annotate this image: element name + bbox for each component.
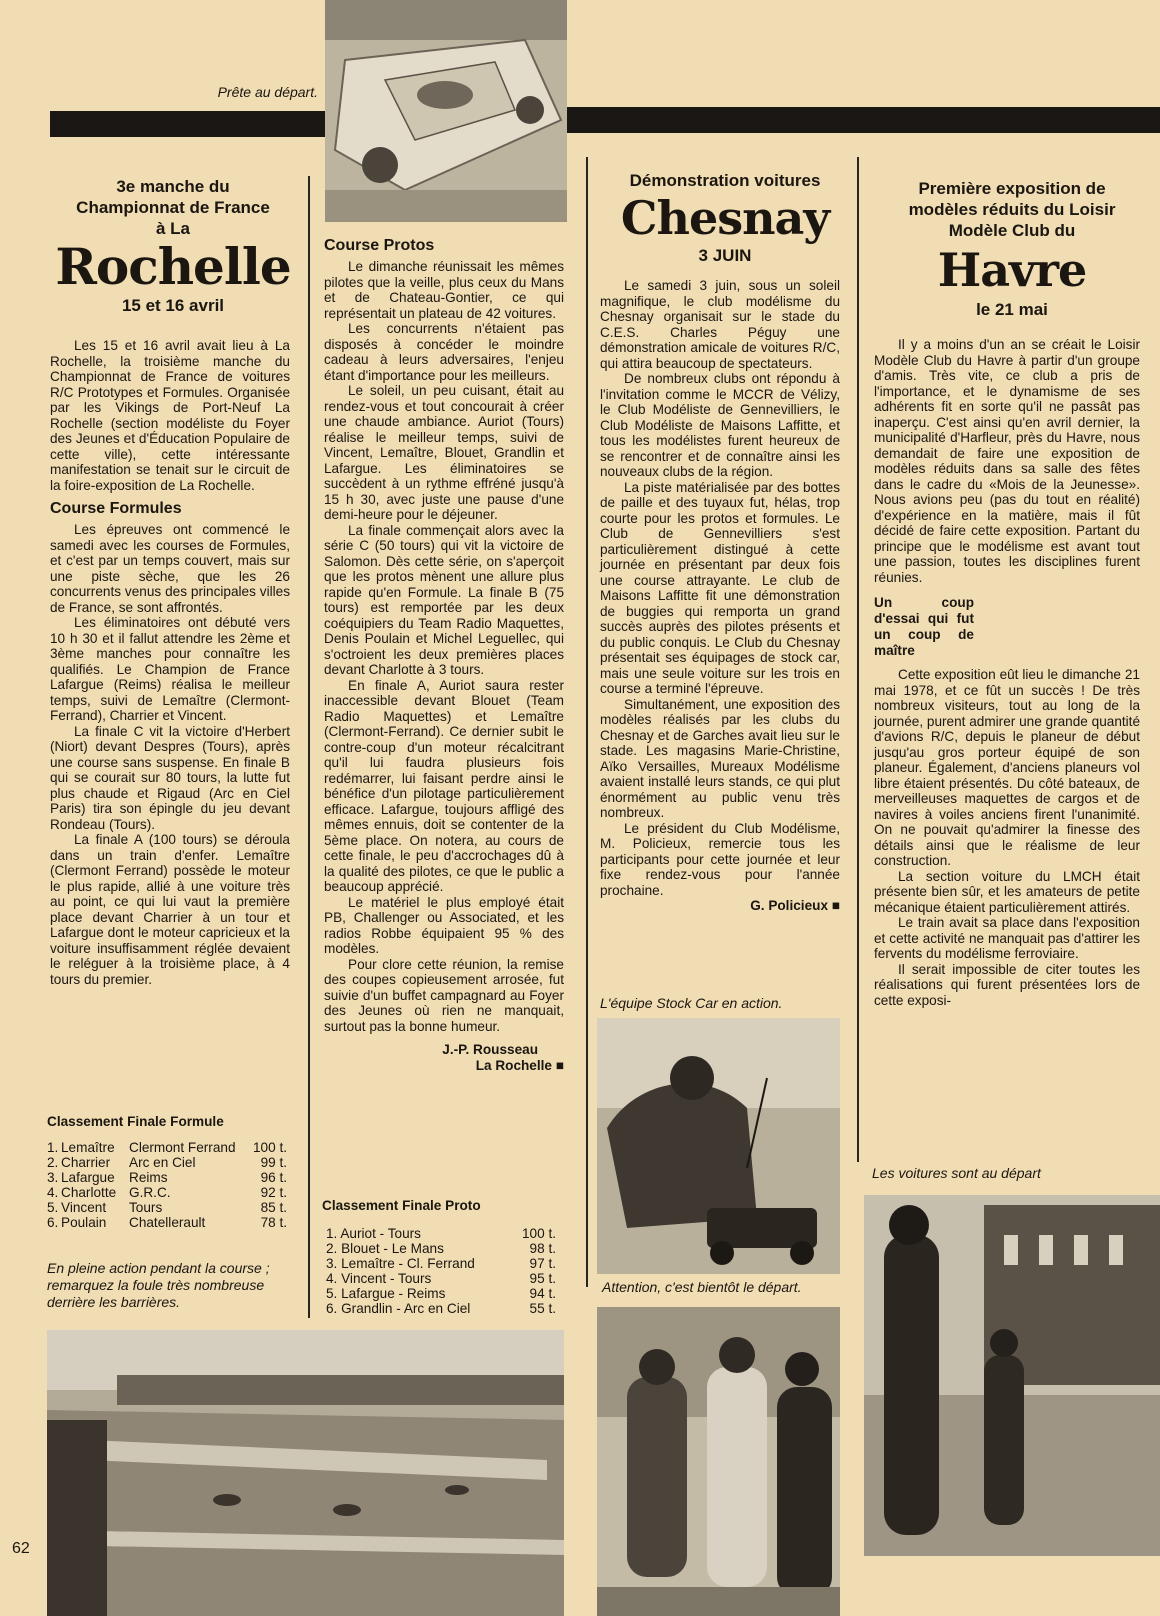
chesnay-paragraph: La piste matérialisée par des bottes de paille et des tuyaux fut, hélas, trop courte pour les protos et formules. Le Club de Gennevilliers s'est particulièrement distingué à cette journée en présentant par deux fois une course attrayante. Le club de Maisons Laffitte fit une démonstration de buggies qui remporta un grand succès auprès des pilotes présents et du public conquis. Le Club du Chesnay présentait ses équipages de stock car, mais une seule voiture sur les trois en course a terminé l'épreuve.: [600, 479, 840, 696]
top-photo-caption: Prête au départ.: [217, 84, 318, 100]
protos-subtitle: Course Protos: [324, 237, 435, 254]
chesnay-paragraph: De nombreux clubs ont répondu à l'invitation comme le MCCR de Vélizy, le Club Modéliste de Gennevilliers, le Club Modéliste de Maisons Laffitte, et tous les modélistes furent heureux de se rencontrer et de connaître ainsi les nouveaux clubs de la région.: [600, 371, 840, 479]
table-row: 1. Auriot - Tours 100 t.: [326, 1226, 556, 1241]
column-rule: [586, 157, 588, 1287]
havre-subheading: Un coup d'essai qui fut un coup de maître: [874, 595, 974, 658]
formules-paragraph: Les éliminatoires ont débuté vers 10 h 30 et il fallut attendre les 2ème et 3ème manches pour connaître les qualifiés. Le Champion de France Lafargue (Reims) réalisa le meilleur temps, suivi de Lemaître (Clermont-Ferrand), Charrier et Vincent.: [50, 615, 290, 723]
header-bar-left: [50, 111, 325, 137]
formule-table: [47, 1140, 287, 1230]
protos-paragraph: Le matériel le plus employé était PB, Challenger ou Associated, et les radios Robbe équipaient 95 % des modèles.: [324, 894, 564, 956]
protos-paragraph: Les concurrents n'étaient pas disposés à concéder le moindre cadeau à leurs adversaires, l'enjeu étant d'importance pour les meilleurs.: [324, 321, 564, 383]
havre-paragraph: Il serait impossible de citer toutes les réalisations qui furent présentées lors de cette exposi-: [874, 961, 1140, 1008]
protos-paragraph: Le dimanche réunissait les mêmes pilotes que la veille, plus ceux du Mans et de Chateau-Gontier, ce qui représentait un plateau de 42 voitures.: [324, 259, 564, 321]
protos-paragraph: Le soleil, un peu cuisant, était au rendez-vous et tout concourait à créer une chaude ambiance. Auriot (Tours) réalise le meilleur temps, suivi de Vincent, Lemaître, Blouet, Grandlin et Lafargue. Les éliminatoires se succèdent à un rythme effréné jusqu'à 15 h 30, avec juste une pause d'une demi-heure pour le déjeuner.: [324, 383, 564, 522]
table-row: 4. Charlotte G.R.C. 92 t.: [47, 1185, 288, 1200]
proto-table: [326, 1226, 556, 1316]
chesnay-paragraph: Simultanément, une exposition des modèles réalisés par les clubs du Chesnay et de Garches avait lieu sur le stade. Les magasins Marie-Christine, Aïko Versailles, Mureaux Modélisme avaient installé leurs stands, ce qui plut énormément au public venu très nombreux.: [600, 696, 840, 820]
havre-photo-caption: Les voitures sont au départ: [872, 1165, 1041, 1181]
track-photo: [47, 1330, 564, 1616]
formule-results: [47, 1114, 297, 1230]
havre-date: le 21 mai: [976, 300, 1048, 319]
table-row: 5. Lafargue - Reims 94 t.: [326, 1286, 556, 1301]
formules-paragraph: La finale C vit la victoire d'Herbert (Niort) devant Despres (Tours), après une course sans suspense. En finale B qui se courait sur 80 tours, la lutte fut plus chaude et Rigaud (Arc en Ciel Paris) tira son épingle du jeu devant Rondeau (Tours).: [50, 723, 290, 832]
chesnay-date: 3 JUIN: [698, 246, 752, 265]
protos-paragraph: La finale commençait alors avec la série C (50 tours) qui vit la victoire de Salomon. Dès cette série, on s'aperçoit que les protos mènent une allure plus rapide qu'en Formule. La finale B (75 tours) est remportée par les deux coéquipiers du Team Radio Maquettes, Denis Poulain et Michel Leguellec, qui s'octroient les deux premières places devant Charlotte à 3 tours.: [324, 522, 564, 677]
havre-body: [874, 337, 1140, 1008]
start-photo: [597, 1307, 840, 1616]
chesnay-paragraph: Le samedi 3 juin, sous un soleil magnifique, le club modélisme du Chesnay organisait sur le stade du C.E.S. Charles Péguy une démonstration amicale de voitures R/C, qui attira beaucoup de spectateurs.: [600, 278, 840, 371]
stock-car-photo-caption: L'équipe Stock Car en action.: [600, 995, 783, 1011]
header-bar-right: [567, 107, 1160, 133]
column-rule: [857, 157, 859, 1162]
chesnay-heading: Démonstration voitures: [629, 171, 821, 190]
table-row: 6. Grandlin - Arc en Ciel 55 t.: [326, 1301, 556, 1316]
havre-paragraph: La section voiture du LMCH était présente bien sûr, et les amateurs de petite mécanique étaient particulièrement attirés.: [874, 868, 1140, 915]
formules-subtitle: Course Formules: [50, 500, 182, 517]
end-mark: ■: [555, 1058, 564, 1073]
havre-title: Havre: [937, 243, 1087, 297]
table-row: 2. Blouet - Le Mans 98 t.: [326, 1241, 556, 1256]
rochelle-date: 15 et 16 avril: [121, 296, 225, 315]
rochelle-column-1: [50, 338, 290, 987]
chesnay-body: [600, 278, 840, 914]
formule-table-title: Classement Finale Formule: [47, 1114, 224, 1129]
chesnay-signature: G. Policieux ■: [750, 898, 840, 913]
rochelle-signature-name: J.-P. Rousseau: [442, 1042, 538, 1057]
proto-results: [322, 1198, 562, 1316]
formules-paragraph: La finale A (100 tours) se déroula dans un train d'enfer. Lemaître (Clermont Ferrand) possède le moteur le plus rapide, allié à une voiture très au point, ce qui lui vaut la première place devant Charrier à un tour et Lafargue dont le moteur capricieux et la voiture insuffisamment réglée devaient le reléguer à la troisième place, à 4 tours du premier.: [50, 832, 290, 987]
rochelle-header: [52, 176, 294, 317]
havre-intro: Il y a moins d'un an se créait le Loisir Modèle Club du Havre à partir d'un groupe d'amis. Très vite, ce club a pris de l'importance, et le dynamisme de ses adhérents fit en sorte qu'il ne passât pas inaperçu. C'est ainsi qu'en avril dernier, la municipalité d'Harfleur, près du Havre, nous demandait de faire une exposition de modèles réduits dans sa salle des fêtes dans le cadre du «Mois de la Jeunesse». Nous avions peu (pas du tout en réalité) d'expérience en la matière, mais il fût décidé de faire cette exposition. Partant du principe que le modélisme est avant tout une passion, toutes les disciplines furent réunies.: [874, 337, 1140, 585]
table-row: 3. Lafargue Reims 96 t.: [47, 1170, 288, 1185]
end-mark: ■: [831, 898, 840, 913]
table-row: 4. Vincent - Tours 95 t.: [326, 1271, 556, 1286]
table-row: 1. Lemaître Clermont Ferrand 100 t.: [47, 1140, 288, 1155]
chesnay-paragraph: Le président du Club Modélisme, M. Policieux, remercie tous les participants pour cette journée et leur fixe rendez-vous pour l'année prochaine.: [600, 820, 840, 898]
page-number: 62: [12, 1540, 30, 1557]
havre-paragraph: Le train avait sa place dans l'exposition et cette activité ne manquait pas d'attirer les fervents du modélisme ferroviaire.: [874, 915, 1140, 961]
table-row: 3. Lemaître - Cl. Ferrand 97 t.: [326, 1256, 556, 1271]
proto-table-title: Classement Finale Proto: [322, 1198, 481, 1213]
protos-paragraph: Pour clore cette réunion, la remise des coupes copieusement arrosée, fut suivie d'un buffet campagnard au Foyer des Jeunes où rien ne manquait, surtout pas la bonne humeur.: [324, 956, 564, 1034]
protos-paragraph: En finale A, Auriot saura rester inaccessible devant Blouet (Team Radio Maquettes) et Lemaître (Clermont-Ferrand). Ce dernier subit le contre-coup d'un moteur récalcitrant qu'il lui faudra plusieurs fois redémarrer, lui faisant perdre ainsi le bénéfice d'un pilotage particulièrement efficace. Lafargue, toujours affligé des mêmes ennuis, doit se contenter de la 5ème place. On notera, au cours de cette finale, le peu d'accrochages dû à la qualité des pilotes, ce que le public a beaucoup apprécié.: [324, 677, 564, 894]
rochelle-title: Rochelle: [55, 237, 291, 296]
column-rule: [308, 176, 310, 1318]
stock-car-photo: [597, 1018, 840, 1274]
top-photo-race-car: [325, 0, 567, 222]
havre-heading: Première exposition de modèles réduits du Loisir Modèle Club du: [908, 179, 1116, 240]
rochelle-signature-place: La Rochelle: [475, 1058, 552, 1073]
table-row: 6. Poulain Chatellerault 78 t.: [47, 1215, 288, 1230]
chesnay-header: [598, 170, 852, 267]
table-row: 5. Vincent Tours 85 t.: [47, 1200, 288, 1215]
start-photo-caption: Attention, c'est bientôt le départ.: [602, 1279, 802, 1295]
chesnay-title: Chesnay: [620, 191, 830, 245]
havre-photo: [864, 1195, 1160, 1556]
formules-paragraph: Les épreuves ont commencé le samedi avec les courses de Formules, et c'est par un temps couvert, mais sur une piste sèche, que les 26 concurrents venus des principales villes de France, se sont affrontés.: [50, 522, 290, 615]
table-row: 2. Charrier Arc en Ciel 99 t.: [47, 1155, 288, 1170]
bottom-left-photo-caption: En pleine action pendant la course ; remarquez la foule très nombreuse derrière les barrières.: [47, 1260, 270, 1310]
rochelle-intro: Les 15 et 16 avril avait lieu à La Rochelle, la troisième manche du Championnat de France de voitures R/C Prototypes et Formules. Organisée par les Vikings de Port-Neuf La Rochelle (section modéliste du Foyer des Jeunes et d'Éducation Populaire de cette ville), cette intéressante manifestation se tenait sur le circuit de la foire-exposition de La Rochelle.: [50, 338, 290, 493]
rochelle-heading: 3e manche du Championnat de France à La: [76, 177, 270, 238]
havre-header: [872, 178, 1152, 321]
havre-paragraph: Cette exposition eût lieu le dimanche 21 mai 1978, et ce fût un succès ! De très nombreux visiteurs, tout au long de la journée, purent admirer une grande quantité d'avions R/C, depuis le planeur de début jusqu'au gros porteur équipé de son planeur. Également, d'anciens planeurs vol libre étaient présentés. Du côté bateaux, de merveilleuses maquettes de cargos et de navires à voiles anciens firent l'unanimité. On ne pouvait qu'admirer la finesse des détails ainsi que le réalisme de leur construction.: [874, 667, 1141, 868]
rochelle-column-2: [324, 236, 564, 1074]
rochelle-signature: [324, 1042, 564, 1074]
